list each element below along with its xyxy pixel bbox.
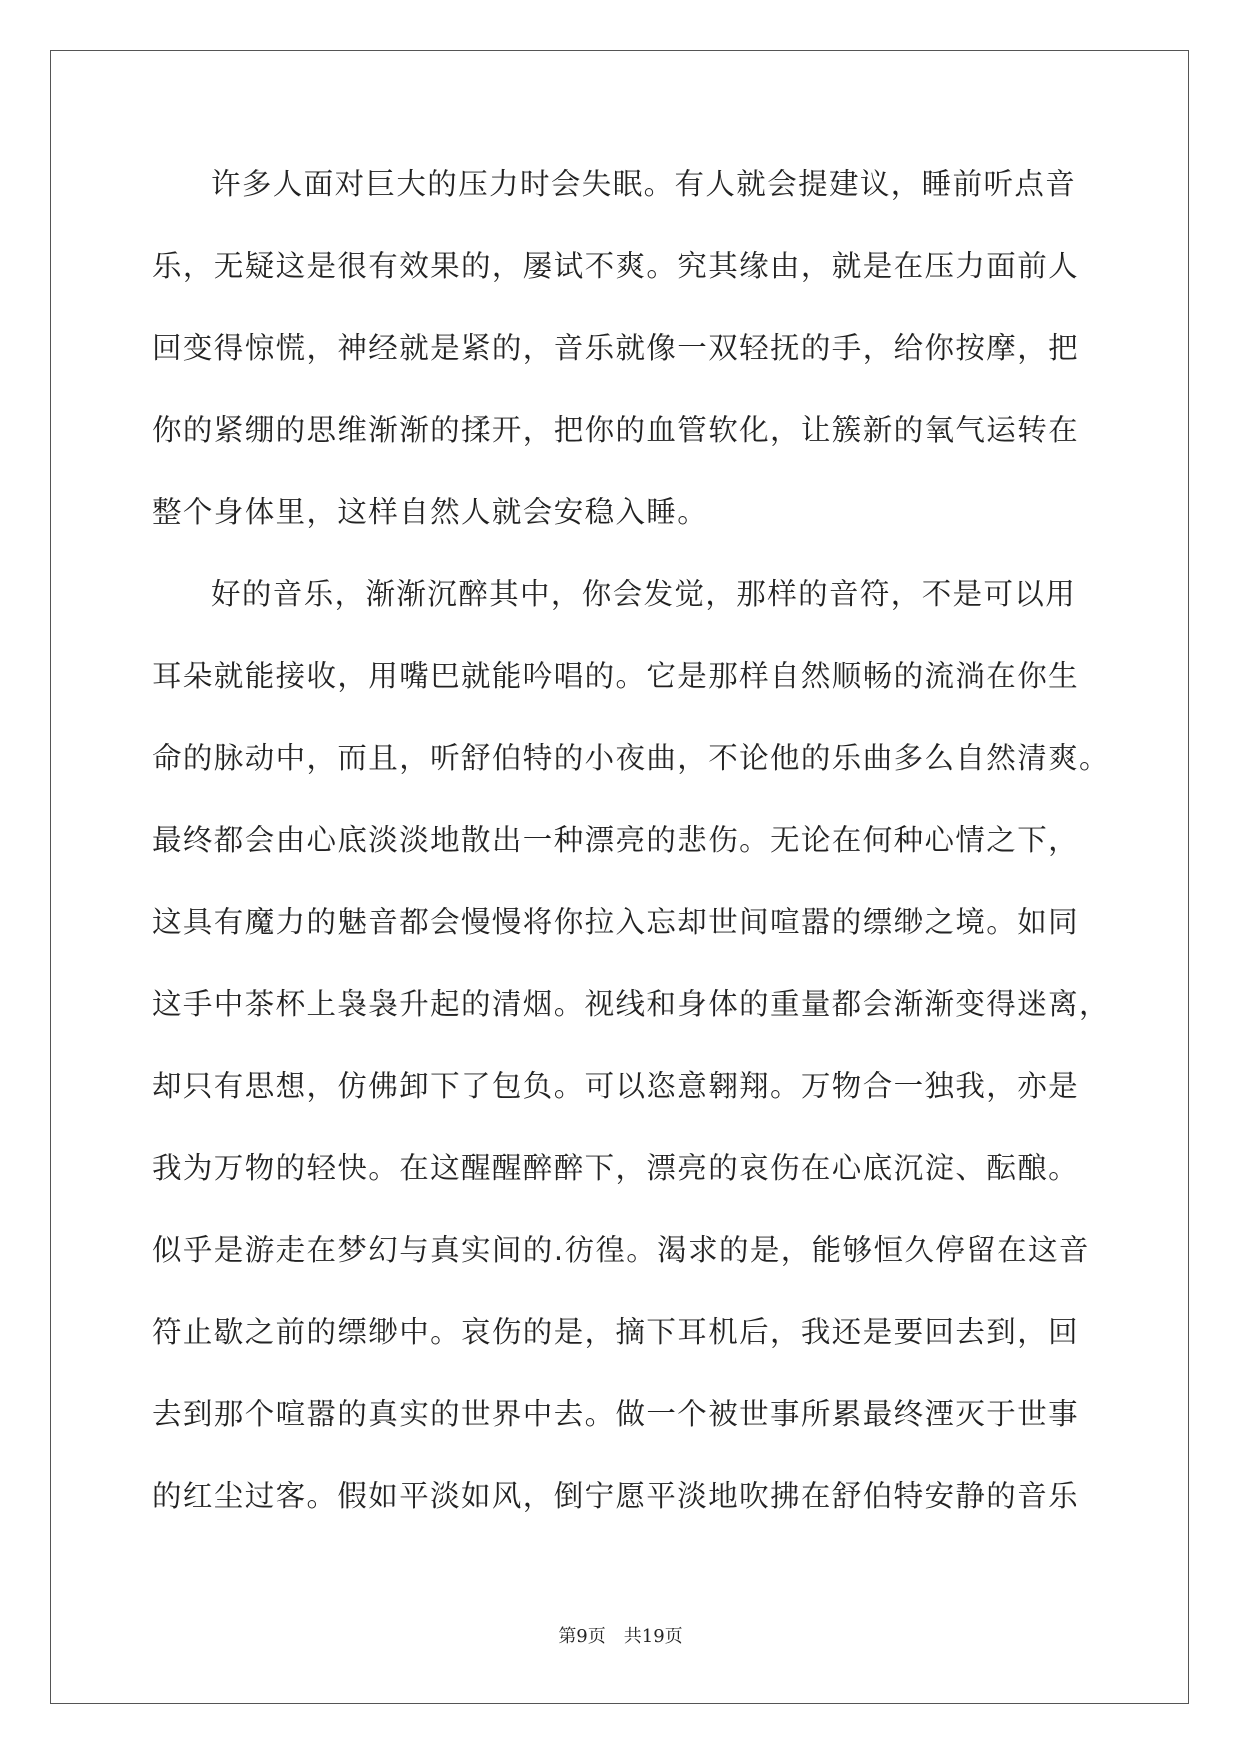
document-body <box>152 160 1110 1554</box>
text-line: 去到那个喧嚣的真实的世界中去。做一个被世事所累最终湮灭于世事 <box>152 1397 1080 1431</box>
text-line: 的红尘过客。假如平淡如风，倒宁愿平淡地吹拂在舒伯特安静的音乐 <box>152 1479 1080 1513</box>
text-line: 你的紧绷的思维渐渐的揉开，把你的血管软化，让簇新的氧气运转在 <box>152 413 1080 447</box>
text-line: 似乎是游走在梦幻与真实间的.彷徨。渴求的是，能够恒久停留在这音 <box>152 1233 1090 1267</box>
text-line: 我为万物的轻快。在这醒醒醉醉下，漂亮的哀伤在心底沉淀、酝酿。 <box>152 1151 1080 1185</box>
text-line: 乐，无疑这是很有效果的，屡试不爽。究其缘由，就是在压力面前人 <box>152 249 1080 283</box>
text-line: 好的音乐，渐渐沉醉其中，你会发觉，那样的音符，不是可以用 <box>211 577 1077 611</box>
text-line: 最终都会由心底淡淡地散出一种漂亮的悲伤。无论在何种心情之下， <box>152 823 1080 857</box>
text-line: 许多人面对巨大的压力时会失眠。有人就会提建议，睡前听点音 <box>211 167 1077 201</box>
text-line: 命的脉动中，而且，听舒伯特的小夜曲，不论他的乐曲多么自然清爽。 <box>152 741 1110 775</box>
text-line: 符止歇之前的缥缈中。哀伤的是，摘下耳机后，我还是要回去到，回 <box>152 1315 1080 1349</box>
text-line: 这手中茶杯上袅袅升起的清烟。视线和身体的重量都会渐渐变得迷离， <box>152 987 1110 1021</box>
text-line: 这具有魔力的魅音都会慢慢将你拉入忘却世间喧嚣的缥缈之境。如同 <box>152 905 1080 939</box>
text-line: 耳朵就能接收，用嘴巴就能吟唱的。它是那样自然顺畅的流淌在你生 <box>152 659 1080 693</box>
text-line: 整个身体里，这样自然人就会安稳入睡。 <box>152 495 709 529</box>
text-line: 回变得惊慌，神经就是紧的，音乐就像一双轻抚的手，给你按摩，把 <box>152 331 1080 365</box>
page-total: 共19页 <box>623 1626 683 1647</box>
text-line: 却只有思想，仿佛卸下了包负。可以恣意翱翔。万物合一独我，亦是 <box>152 1069 1080 1103</box>
page-number: 第9页 <box>558 1626 606 1647</box>
page-footer <box>0 1622 1241 1648</box>
